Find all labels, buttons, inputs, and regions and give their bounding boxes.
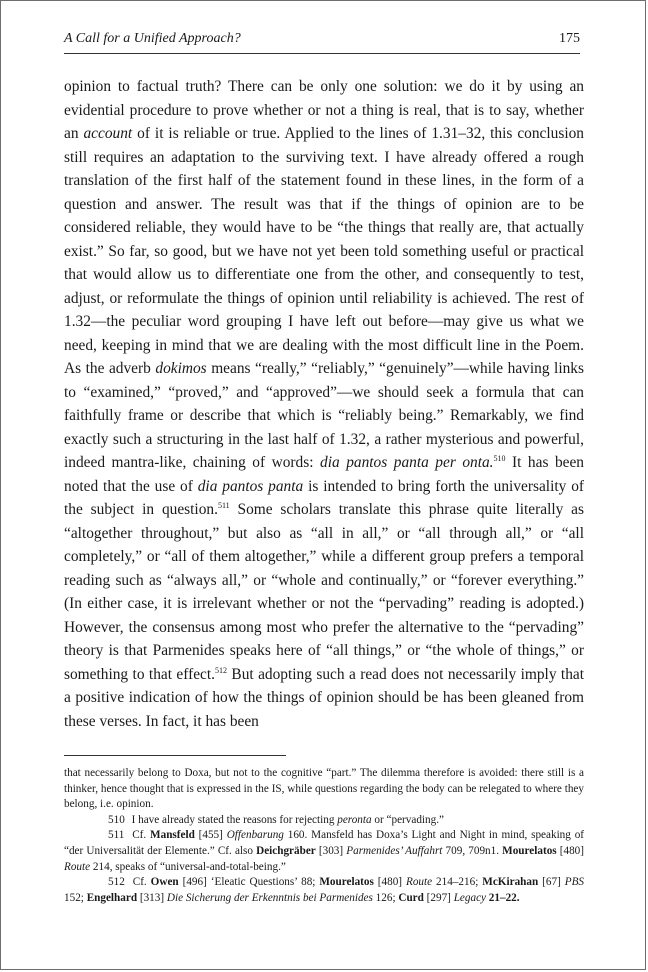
footnote-number: 512 xyxy=(108,876,125,889)
footnotes xyxy=(64,766,584,906)
footnote-number: 511 xyxy=(108,829,125,842)
footnote-divider xyxy=(64,755,286,756)
emphasis: dia pantos panta per onta. xyxy=(320,454,494,471)
emphasis: account xyxy=(83,125,133,142)
footnote-511: 511 Cf. Mansfeld [455] Offenbarung 160. Mansfeld has Doxa’s Light and Night in mind, speaking of “der Universalität der Elemente.” Cf. also Deichgräber [303] Parmenides’ Auffahrt 709, 709n1. Mourelatos [480] Route 214, speaks of “universal-and-total-being.” xyxy=(64,829,585,873)
footnote-ref-511[interactable]: 511 xyxy=(217,501,230,510)
footnote-510: 510 I have already stated the reasons for rejecting peronta or “pervading.” xyxy=(64,813,584,829)
main-text xyxy=(64,75,584,733)
body-paragraph: opinion to factual truth? There can be only one solution: we do it by using an evidential procedure to prove whether or not a thing is real, that is to say, whether an account of it is reliable or true. Applied to the lines of 1.31–32, this conclusion still requires an adaptation to the surviving text. I have already offered a rough translation of the first half of the statement found in these lines, in the form of a question and answer. The result was that if the things of opinion are to be considered reliable, they would have to be “the things that really are, that actually exist.” So far, so good, but we have not yet been told something useful or practical that would allow us to differentiate one from the other, and consequently to test, adjust, or reformulate the things of opinion until reliability is achieved. The rest of 1.32—the peculiar word grouping I have left out before—may give us what we need, keeping in mind that we are dealing with the most difficult line in the Poem. As the adverb dokimos means “really,” “reliably,” “genuinely”—while having links to “examined,” “proved,” and “approved”—we should seek a formula that can faithfully frame or describe that which is “reliably being.” Remarkably, we find exactly such a structuring in the last half of 1.32, a rather mysterious and powerful, indeed mantra-like, chaining of words: dia pantos panta per onta.$^{510}$ It has been noted that the use of dia pantos panta is intended to bring forth the universality of the subject in question.$^{511}$ Some scholars translate this phrase quite literally as “altogether throughout,” but also as “all in all,” or “all through all,” or “all completely,” or “all of them altogether,” while a different group prefers a temporal reading such as “always all,” or “whole and continually,” or “forever everything.” (In either case, it is irrelevant whether or not the “pervading” reading is adopted.) However, the consensus among most who prefer the alternative to the “pervading” theory is that Parmenides speaks here of “all things,” or “the whole of things,” or something to that effect.$^{512}$ But adopting such a read does not necessarily imply that a positive indication of how the things of opinion should be has been gleaned from these verses. In fact, it has been xyxy=(64,78,585,730)
emphasis: dokimos xyxy=(155,360,207,377)
emphasis: dia pantos panta xyxy=(197,477,304,495)
footnote-number: 510 xyxy=(108,813,125,826)
footnote-ref-512[interactable]: 512 xyxy=(215,665,228,675)
page-number: 175 xyxy=(559,31,580,46)
running-title: A Call for a Unified Approach? xyxy=(64,31,241,46)
footnote-continuation: that necessarily belong to Doxa, but not to the cognitive “part.” The dilemma therefore is avoided: there still is a thinker, hence thought that is expressed in the IS, while questions regarding the body can be relegated to where they belong, i.e. opinion. xyxy=(64,767,584,811)
footnote-ref-510[interactable]: 510 xyxy=(493,454,506,463)
running-header xyxy=(64,31,580,54)
footnote-512: 512 Cf. Owen [496] ‘Eleatic Questions’ 88; Mourelatos [480] Route 214–216; McKirahan [67] PBS 152; Engelhard [313] Die Sicherung der Erkenntnis bei Parmenides 126; Curd [297] Legacy 21–22. xyxy=(64,876,585,904)
